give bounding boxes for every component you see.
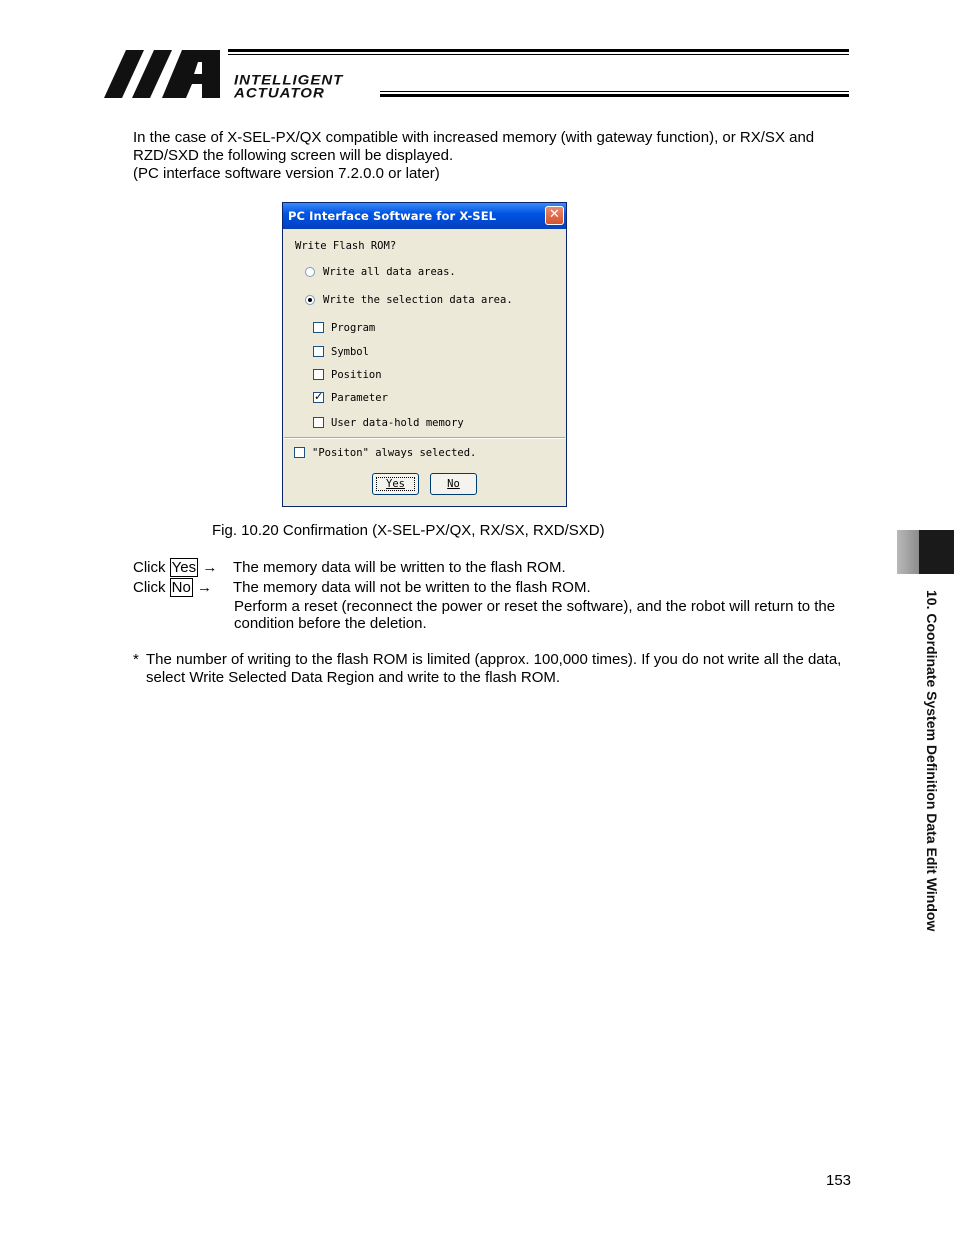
click-prefix: Click <box>133 559 166 576</box>
click-prefix: Click <box>133 579 166 596</box>
chapter-tab-dark <box>919 530 954 574</box>
checkbox[interactable] <box>294 447 305 458</box>
dialog-question: Write Flash ROM? <box>295 240 397 252</box>
checkbox-checked[interactable] <box>313 392 324 403</box>
radio-button[interactable] <box>305 267 315 277</box>
logo-text-actuator: ACTUATOR <box>234 85 325 102</box>
arrow-icon: → <box>197 579 213 596</box>
radio-button-selected[interactable] <box>305 295 315 305</box>
intro-line: RZD/SXD the following screen will be displayed. <box>133 147 454 164</box>
no-reference: No <box>171 579 191 596</box>
checkbox-label: Parameter <box>331 392 388 404</box>
chapter-tab-light <box>897 530 919 574</box>
click-no-description-3: condition before the deletion. <box>234 615 427 632</box>
focus-rect <box>376 477 415 491</box>
intro-paragraph <box>133 129 853 183</box>
click-no-description-2: Perform a reset (reconnect the power or reset the software), and the robot will return to the <box>234 598 836 615</box>
yes-button-label: Yes <box>386 478 405 490</box>
header-rule <box>228 49 849 52</box>
page-number: 153 <box>826 1172 852 1189</box>
intro-line: (PC interface software version 7.2.0.0 or later) <box>133 165 440 182</box>
click-yes-description: The memory data will be written to the flash ROM. <box>233 559 566 576</box>
arrow-icon: → <box>202 559 218 576</box>
header-rule-thin <box>228 54 849 55</box>
radio-label: Write the selection data area. <box>323 294 513 306</box>
dialog-titlebar <box>283 203 566 229</box>
checkbox[interactable] <box>313 346 324 357</box>
no-button[interactable] <box>430 473 477 495</box>
no-button-label: No <box>447 478 460 490</box>
chapter-side-label: 10. Coordinate System Definition Data Edit Window <box>924 590 940 932</box>
click-yes-row <box>133 559 217 577</box>
click-no-row <box>133 579 212 597</box>
figure-caption: Fig. 10.20 Confirmation (X-SEL-PX/QX, RX/SX, RXD/SXD) <box>212 522 605 539</box>
checkbox-label: User data-hold memory <box>331 417 464 429</box>
intelligent-actuator-logo-mark <box>104 50 220 100</box>
dialog-title: PC Interface Software for X-SEL <box>288 209 497 223</box>
checkbox[interactable] <box>313 417 324 428</box>
checkbox-label: Position <box>331 369 382 381</box>
note-line: select Write Selected Data Region and write to the flash ROM. <box>146 669 561 686</box>
flash-rom-dialog <box>282 202 567 507</box>
note-line: The number of writing to the flash ROM is limited (approx. 100,000 times). If you do not write all the data, <box>146 651 842 668</box>
close-icon[interactable]: ✕ <box>545 206 564 225</box>
logo-text-intelligent: INTELLIGENT <box>234 72 344 89</box>
dialog-separator <box>284 437 565 439</box>
checkbox[interactable] <box>313 369 324 380</box>
yes-button[interactable] <box>372 473 419 495</box>
intro-line: In the case of X-SEL-PX/QX compatible with increased memory (with gateway function), or RX/SX and <box>133 129 815 146</box>
checkbox-label: "Positon" always selected. <box>312 447 477 459</box>
radio-label: Write all data areas. <box>323 266 456 278</box>
checkbox-label: Symbol <box>331 346 369 358</box>
header-rule-lower <box>380 94 849 97</box>
note-marker: * <box>133 651 139 668</box>
yes-reference: Yes <box>171 559 197 576</box>
click-no-description: The memory data will not be written to the flash ROM. <box>233 579 591 596</box>
checkbox[interactable] <box>313 322 324 333</box>
header-rule-lower-thin <box>380 91 849 92</box>
checkbox-label: Program <box>331 322 376 334</box>
